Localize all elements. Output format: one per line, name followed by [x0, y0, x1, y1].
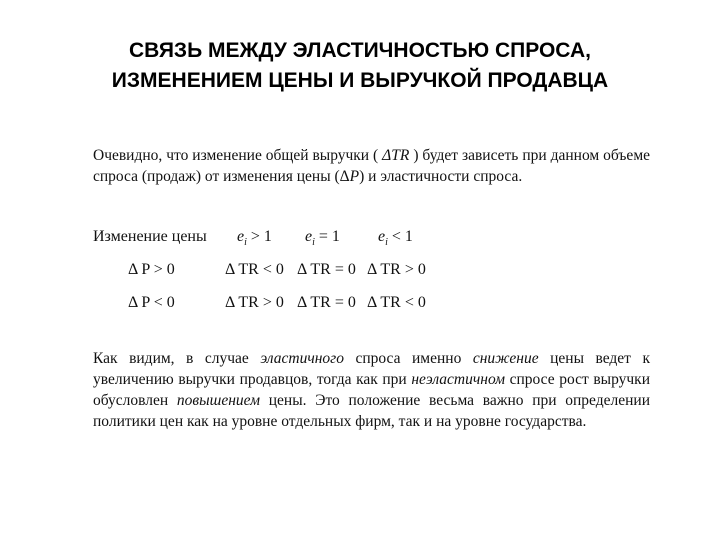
header-elastic: [237, 228, 272, 248]
conclusion-text-e: цены ведет к увеличению выручки продавцов, тогда как при: [93, 350, 650, 388]
price-term: P: [349, 168, 360, 185]
delta-tr-term: ΔTR: [382, 147, 410, 164]
row-price-down-elastic: Δ TR > 0: [225, 294, 284, 311]
header-inelastic-sub: i: [385, 237, 388, 249]
intro-paragraph: [93, 145, 650, 187]
header-unit: [305, 228, 340, 248]
intro-text-e: ) и эластичности спроса.: [359, 168, 523, 185]
header-unit-symbol: e: [305, 228, 313, 245]
row-price-down-unit: Δ TR = 0: [297, 294, 356, 311]
row-price-up-elastic: Δ TR < 0: [225, 261, 284, 278]
row-price-down-inelastic: Δ TR < 0: [367, 294, 426, 311]
slide-title-line-1: СВЯЗЬ МЕЖДУ ЭЛАСТИЧНОСТЬЮ СПРОСА,: [129, 39, 591, 62]
header-inelastic-relation: < 1: [387, 228, 413, 245]
conclusion-paragraph: [93, 348, 650, 432]
row-price-up-unit: Δ TR = 0: [297, 261, 356, 278]
table-header-label: Изменение цены: [93, 228, 207, 245]
conclusion-text-c: спроса именно: [343, 350, 473, 367]
header-inelastic: [378, 228, 413, 248]
row-price-up-inelastic: Δ TR > 0: [367, 261, 426, 278]
header-unit-sub: i: [312, 237, 315, 249]
intro-text-a: Очевидно, что изменение общей выручки (: [93, 147, 379, 164]
header-inelastic-symbol: e: [378, 228, 386, 245]
header-elastic-relation: > 1: [246, 228, 272, 245]
header-elastic-symbol: e: [237, 228, 245, 245]
row-price-down-label: Δ P < 0: [128, 294, 175, 311]
conclusion-inelastic: неэластичном: [411, 371, 506, 388]
conclusion-text-i: цены. Это положение весьма важно при определении политики цен как на уровне отдельных фирм, так и на уровне государства.: [93, 392, 651, 430]
intro-text-c: ) будет зависеть при данном объеме спроса (продаж) от изменения цены (Δ: [93, 147, 651, 185]
conclusion-elastic: эластичного: [260, 350, 344, 367]
header-elastic-sub: i: [244, 237, 247, 249]
conclusion-text-a: Как видим, в случае: [93, 350, 261, 367]
slide-title-line-2: ИЗМЕНЕНИЕМ ЦЕНЫ И ВЫРУЧКОЙ ПРОДАВЦА: [111, 69, 609, 92]
conclusion-text-g: спросе рост выручки обусловлен: [93, 371, 650, 409]
conclusion-increase: повышением: [176, 392, 261, 409]
conclusion-decrease: снижение: [472, 350, 539, 367]
header-unit-relation: = 1: [314, 228, 340, 245]
row-price-up-label: Δ P > 0: [128, 261, 175, 278]
